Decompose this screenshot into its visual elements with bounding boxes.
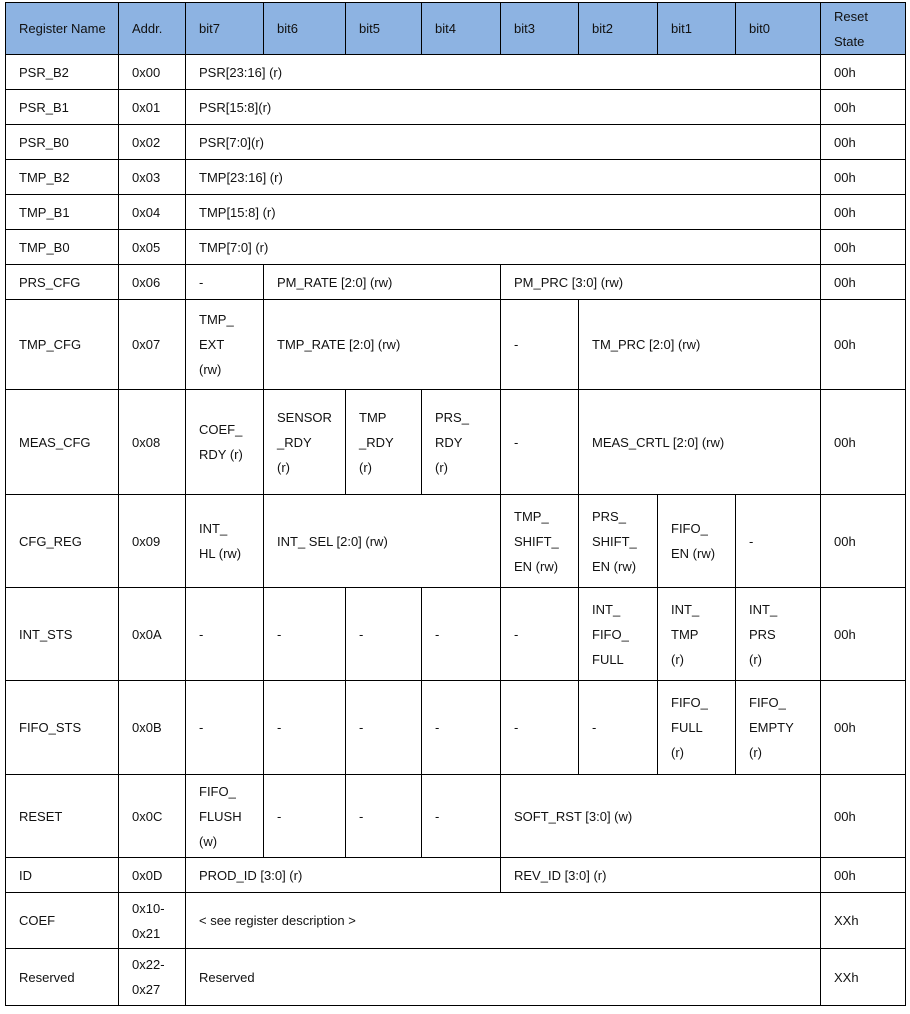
bit-field: FIFO_ EMPTY (r) — [736, 681, 821, 775]
reset-state: 00h — [821, 858, 906, 893]
register-name: MEAS_CFG — [6, 390, 119, 495]
register-name: COEF — [6, 893, 119, 949]
register-address: 0x0A — [119, 588, 186, 681]
bit-field: - — [346, 681, 422, 775]
register-address: 0x0B — [119, 681, 186, 775]
table-row — [6, 495, 906, 588]
reset-state: 00h — [821, 90, 906, 125]
register-address: 0x01 — [119, 90, 186, 125]
bit-field: FIFO_ EN (rw) — [658, 495, 736, 588]
column-header: Addr. — [119, 3, 186, 55]
bit-field: - — [186, 681, 264, 775]
table-row — [6, 588, 906, 681]
bit-field: PRS_ SHIFT_ EN (rw) — [579, 495, 658, 588]
register-name: RESET — [6, 775, 119, 858]
table-row — [6, 775, 906, 858]
bit-field: - — [264, 775, 346, 858]
table-row — [6, 125, 906, 160]
bit-field: - — [579, 681, 658, 775]
column-header: bit7 — [186, 3, 264, 55]
bit-field: INT_ HL (rw) — [186, 495, 264, 588]
table-row — [6, 55, 906, 90]
register-address: 0x00 — [119, 55, 186, 90]
reset-state: 00h — [821, 265, 906, 300]
table-row — [6, 195, 906, 230]
reset-state: XXh — [821, 949, 906, 1006]
register-name: CFG_REG — [6, 495, 119, 588]
bit-field: - — [186, 265, 264, 300]
bit-field: - — [422, 775, 501, 858]
bit-field: REV_ID [3:0] (r) — [501, 858, 821, 893]
register-name: PSR_B1 — [6, 90, 119, 125]
table-row — [6, 265, 906, 300]
table-row — [6, 681, 906, 775]
bit-field: - — [736, 495, 821, 588]
bit-field: SENSOR _RDY (r) — [264, 390, 346, 495]
register-name: ID — [6, 858, 119, 893]
bit-field: TMP_ SHIFT_ EN (rw) — [501, 495, 579, 588]
bit-field: TMP[7:0] (r) — [186, 230, 821, 265]
reset-state: 00h — [821, 681, 906, 775]
register-name: PSR_B0 — [6, 125, 119, 160]
bit-field: - — [264, 588, 346, 681]
register-name: FIFO_STS — [6, 681, 119, 775]
table-row — [6, 893, 906, 949]
column-header: bit1 — [658, 3, 736, 55]
bit-field: MEAS_CRTL [2:0] (rw) — [579, 390, 821, 495]
register-address: 0x07 — [119, 300, 186, 390]
bit-field: PM_PRC [3:0] (rw) — [501, 265, 821, 300]
register-address: 0x08 — [119, 390, 186, 495]
table-row — [6, 858, 906, 893]
register-name: INT_STS — [6, 588, 119, 681]
reset-state: 00h — [821, 300, 906, 390]
register-name: TMP_B1 — [6, 195, 119, 230]
register-name: PRS_CFG — [6, 265, 119, 300]
register-address: 0x10- 0x21 — [119, 893, 186, 949]
column-header: bit0 — [736, 3, 821, 55]
column-header: bit2 — [579, 3, 658, 55]
bit-field: PSR[15:8](r) — [186, 90, 821, 125]
register-address: 0x0D — [119, 858, 186, 893]
table-row — [6, 230, 906, 265]
bit-field: TMP[15:8] (r) — [186, 195, 821, 230]
column-header: Reset State — [821, 3, 906, 55]
bit-field: < see register description > — [186, 893, 821, 949]
register-address: 0x03 — [119, 160, 186, 195]
register-name: TMP_B2 — [6, 160, 119, 195]
bit-field: PSR[7:0](r) — [186, 125, 821, 160]
register-name: PSR_B2 — [6, 55, 119, 90]
column-header: bit3 — [501, 3, 579, 55]
register-address: 0x0C — [119, 775, 186, 858]
table-row — [6, 300, 906, 390]
bit-field: TMP[23:16] (r) — [186, 160, 821, 195]
register-name: Reserved — [6, 949, 119, 1006]
bit-field: INT_ PRS (r) — [736, 588, 821, 681]
table-row — [6, 949, 906, 1006]
register-name: TMP_CFG — [6, 300, 119, 390]
reset-state: 00h — [821, 160, 906, 195]
register-address: 0x22- 0x27 — [119, 949, 186, 1006]
bit-field: TM_PRC [2:0] (rw) — [579, 300, 821, 390]
bit-field: - — [501, 390, 579, 495]
table-row — [6, 390, 906, 495]
table-row — [6, 160, 906, 195]
bit-field: - — [422, 588, 501, 681]
reset-state: 00h — [821, 230, 906, 265]
register-address: 0x09 — [119, 495, 186, 588]
header-row — [6, 3, 906, 55]
bit-field: - — [422, 681, 501, 775]
reset-state: XXh — [821, 893, 906, 949]
bit-field: PSR[23:16] (r) — [186, 55, 821, 90]
register-address: 0x02 — [119, 125, 186, 160]
bit-field: FIFO_ FLUSH (w) — [186, 775, 264, 858]
bit-field: COEF_ RDY (r) — [186, 390, 264, 495]
register-name: TMP_B0 — [6, 230, 119, 265]
reset-state: 00h — [821, 495, 906, 588]
bit-field: - — [186, 588, 264, 681]
bit-field: - — [501, 588, 579, 681]
column-header: bit5 — [346, 3, 422, 55]
bit-field: TMP_RATE [2:0] (rw) — [264, 300, 501, 390]
bit-field: - — [346, 588, 422, 681]
reset-state: 00h — [821, 195, 906, 230]
bit-field: INT_ FIFO_ FULL — [579, 588, 658, 681]
column-header: bit6 — [264, 3, 346, 55]
register-address: 0x04 — [119, 195, 186, 230]
reset-state: 00h — [821, 390, 906, 495]
bit-field: INT_ SEL [2:0] (rw) — [264, 495, 501, 588]
reset-state: 00h — [821, 775, 906, 858]
reset-state: 00h — [821, 125, 906, 160]
bit-field: - — [501, 300, 579, 390]
column-header: Register Name — [6, 3, 119, 55]
bit-field: Reserved — [186, 949, 821, 1006]
bit-field: PROD_ID [3:0] (r) — [186, 858, 501, 893]
reset-state: 00h — [821, 588, 906, 681]
bit-field: SOFT_RST [3:0] (w) — [501, 775, 821, 858]
register-address: 0x05 — [119, 230, 186, 265]
register-address: 0x06 — [119, 265, 186, 300]
table-row — [6, 90, 906, 125]
reset-state: 00h — [821, 55, 906, 90]
column-header: bit4 — [422, 3, 501, 55]
bit-field: TMP _RDY (r) — [346, 390, 422, 495]
register-map-table — [5, 2, 906, 1006]
bit-field: FIFO_ FULL (r) — [658, 681, 736, 775]
bit-field: - — [264, 681, 346, 775]
bit-field: - — [346, 775, 422, 858]
bit-field: INT_ TMP (r) — [658, 588, 736, 681]
bit-field: PRS_ RDY (r) — [422, 390, 501, 495]
bit-field: - — [501, 681, 579, 775]
bit-field: PM_RATE [2:0] (rw) — [264, 265, 501, 300]
bit-field: TMP_ EXT (rw) — [186, 300, 264, 390]
